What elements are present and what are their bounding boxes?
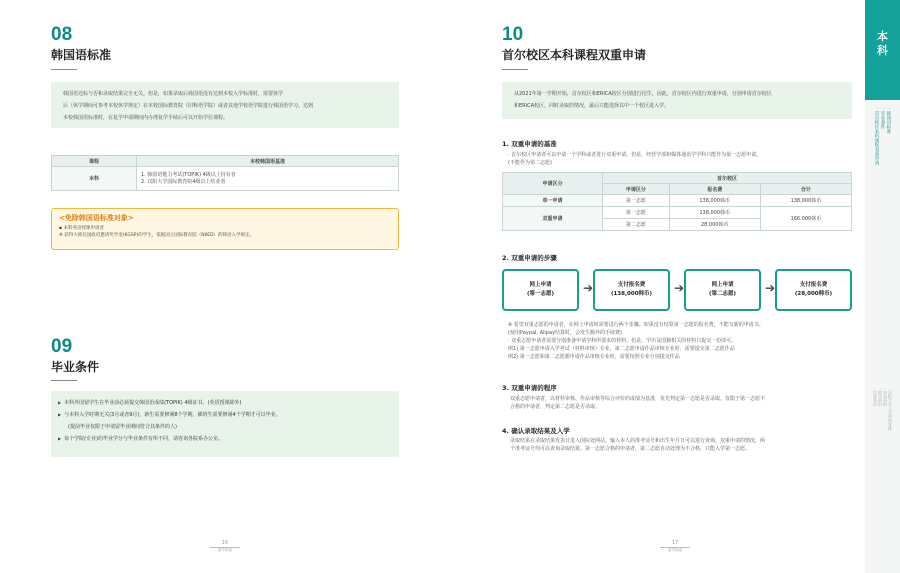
procedure-line: 双重志愿申请者，以材料审核、作品审核等综合评价的成绩为基准，优先判定第一志愿是否录取，仅限于第一志愿不 [510, 396, 766, 402]
table-header-course: 课程 [52, 156, 137, 167]
graduation-item: ▶ 本科外国留学生在毕业前必须提交韩国语成绩(TOPIK) 4级证书。(英语授课除外) [58, 397, 281, 409]
korean-standard-box [51, 82, 399, 128]
sidebar-item[interactable]: · 提交材料 [878, 388, 883, 407]
sidebar-item-current[interactable]: · 毕业条件 [880, 108, 885, 129]
steps-note: · 双重志愿申请者需要分别准备申请学科所要求的材料。但是，学历及国籍相关的材料只提交一份即可。 [508, 338, 737, 344]
box-line: 和ERICA校区，同时录取的情况，最后只能选择其中一个校区进入学。 [514, 103, 670, 109]
single-fee: 138,000韩币 [669, 195, 760, 207]
page-number-right [660, 540, 690, 552]
arrow-right-icon: ➔ [765, 281, 776, 295]
step-label: 支付报名费 [799, 282, 828, 288]
sidebar-item-current[interactable]: · 首尔校区本科课程双重申请 [874, 108, 879, 165]
sidebar-tab-undergraduate[interactable] [865, 0, 900, 100]
exemption-line: ▪ 本科英语授课申请者 [59, 226, 104, 231]
exemption-note [51, 208, 399, 250]
fee-table-subheader: 报名费 [669, 184, 760, 195]
step-label: 网上申请 [529, 282, 552, 288]
criteria-line: (不能作为第二志愿) [508, 160, 552, 166]
section-08-rule [51, 69, 77, 70]
results-heading: 4. 确认录取结果及入学 [502, 427, 570, 435]
section-09-title: 毕业条件 [51, 360, 100, 374]
fee-table-campus-header: 首尔校区 [603, 173, 852, 184]
sidebar-tab-char: 科 [877, 44, 888, 57]
step-detail: (第一志愿) [526, 291, 555, 297]
criteria-heading: 1. 双重申请的基准 [502, 140, 557, 148]
double-total: 166,000韩币 [760, 207, 851, 231]
table-row-label: 本科 [52, 167, 137, 191]
dual-application-intro-box [502, 82, 852, 119]
box-line: 韩国语达标与否和录取结果完全无关。但是，如果录取后韩国语没有达到本校入学标准时，需要休学 [63, 91, 284, 97]
steps-note: ※ 希望双重志愿的申请者，在网上申请时需要进行两个步骤。如果没有结算第一志愿的报名费，不能写新的申请书。 [508, 322, 764, 328]
fee-table-subheader: 合计 [760, 184, 851, 195]
steps-note: 例2) 第一志愿和第二志愿都申请作品审核专业时，需要按照专业分别提交作品 [508, 354, 680, 360]
page-number: 16 [221, 540, 229, 546]
page-footer-label: 留学指南 [660, 547, 690, 552]
single-application-label: 单一申请 [503, 195, 603, 207]
double-application-label: 双重申请 [503, 207, 603, 231]
single-total: 138,000韩币 [760, 195, 851, 207]
results-line: 录取结果在录取结果发表日进入国际处网站，输入本人的准考证号和出生年月日可以进行查询。双重申请的情况，两 [510, 438, 766, 444]
fee-table-type-header: 申请区分 [503, 173, 603, 195]
step-box [502, 269, 579, 311]
table-header-standard: 本校韩国语基准 [137, 156, 399, 167]
step-box [684, 269, 761, 311]
arrow-right-icon: ➔ [583, 281, 594, 295]
double-choice-2: 第二志愿 [603, 219, 670, 231]
double-choice-1: 第一志愿 [603, 207, 670, 219]
section-08-title: 韩国语标准 [51, 48, 112, 62]
table-cell-line: 2. 汉阳大学国际教育院4级以上结业者 [141, 178, 226, 185]
fee-table-subheader: 申请区分 [603, 184, 670, 195]
page-number-left [210, 540, 240, 552]
section-10-title: 首尔校区本科课程双重申请 [502, 48, 647, 62]
section-09-rule [51, 380, 77, 381]
step-detail: (第二志愿) [708, 291, 737, 297]
sidebar-item[interactable]: · 汉阳大学入学时间安排 [888, 388, 893, 431]
box-line: 本校韩国语标准时，在复学申请期间内办理复学手续后可以开始学位课程。 [63, 115, 229, 121]
exemption-line: ※ 获得大韩民国政府邀请奖学金(KGSP)的学生，依据国立国际教育院（NIIED）的韩语入学规定。 [59, 233, 255, 238]
section-10-number: 10 [502, 24, 524, 45]
step-detail: (28,000韩币) [794, 291, 833, 297]
sidebar-item-current[interactable]: · 韩国语标准 [886, 108, 891, 134]
graduation-item: ▶ 每个学院(专业)的毕业学分与毕业条件有所不同，请咨询各院系办公室。 [58, 433, 281, 445]
steps-heading: 2. 双重申请的步骤 [502, 254, 557, 262]
page-footer-label: 留学指南 [210, 547, 240, 552]
graduation-item-note: (提前毕业仅限于申请留毕业期间符合其条件的人) [68, 424, 177, 430]
sidebar-tab-char: 本 [877, 30, 888, 43]
steps-note: (使用Paypal, Alipay结算时，会发生额外的手续费) [508, 330, 622, 336]
steps-note: 例1) 第一志愿申请入学考试（材料审核）专业，第二志愿申请作品审核专业时，需要提交第二志愿作品 [508, 346, 735, 352]
step-detail: (138,000韩币) [610, 291, 653, 297]
exemption-title: <免除韩国语标准对象> [59, 214, 134, 222]
single-choice: 第一志愿 [603, 195, 670, 207]
korean-standard-table [51, 155, 399, 191]
box-line: 从2021年第一学期开始，首尔校区和ERICA校区分别进行招生。因此，首尔校区内进行双重申请，分别申请首尔校区 [514, 91, 772, 97]
table-cell-line: 1. 韩国语能力考试(TOPIK) 4级以上持有者 [141, 171, 236, 178]
box-line: 后（休学期间可参考本校休学规定）在本校国际教育院（旧称语学院）或者其他学校语学院进行韩国语学习。达到 [63, 103, 314, 109]
double-fee-2: 28,000韩币 [669, 219, 760, 231]
procedure-heading: 3. 双重申请的程序 [502, 384, 557, 392]
page-number: 17 [671, 540, 679, 546]
sidebar-item[interactable]: · 注意事项 [873, 388, 878, 407]
arrow-right-icon: ➔ [674, 281, 685, 295]
criteria-line: · 首尔校区申请者可以申请一个学科或者进行双重申请。但是，经营学部和媒体通讯学学科只能作为第一志愿申请。 [508, 152, 762, 158]
step-label: 支付报名费 [617, 282, 646, 288]
fee-table [502, 172, 852, 231]
double-fee-1: 138,000韩币 [669, 207, 760, 219]
section-09-number: 09 [51, 336, 73, 357]
sidebar-item[interactable]: · 申请资格 [883, 388, 888, 407]
section-10-rule [502, 69, 528, 70]
step-label: 网上申请 [711, 282, 734, 288]
procedure-line: 合格的申请者，判定第二志愿是否录取。 [510, 404, 601, 410]
step-box [593, 269, 670, 311]
results-line: 个准考证号均可以查询录取结果。第一志愿合格的申请者，第二志愿自动处理为不合格，只能入学第一志愿。 [510, 446, 751, 452]
graduation-item: ▶ 与本科入学时期无关(3月或者9月)，新生需要修满8个学期，插班生需要修满4个学期才可以毕业。 [58, 409, 281, 421]
section-08-number: 08 [51, 24, 73, 45]
step-box [775, 269, 852, 311]
